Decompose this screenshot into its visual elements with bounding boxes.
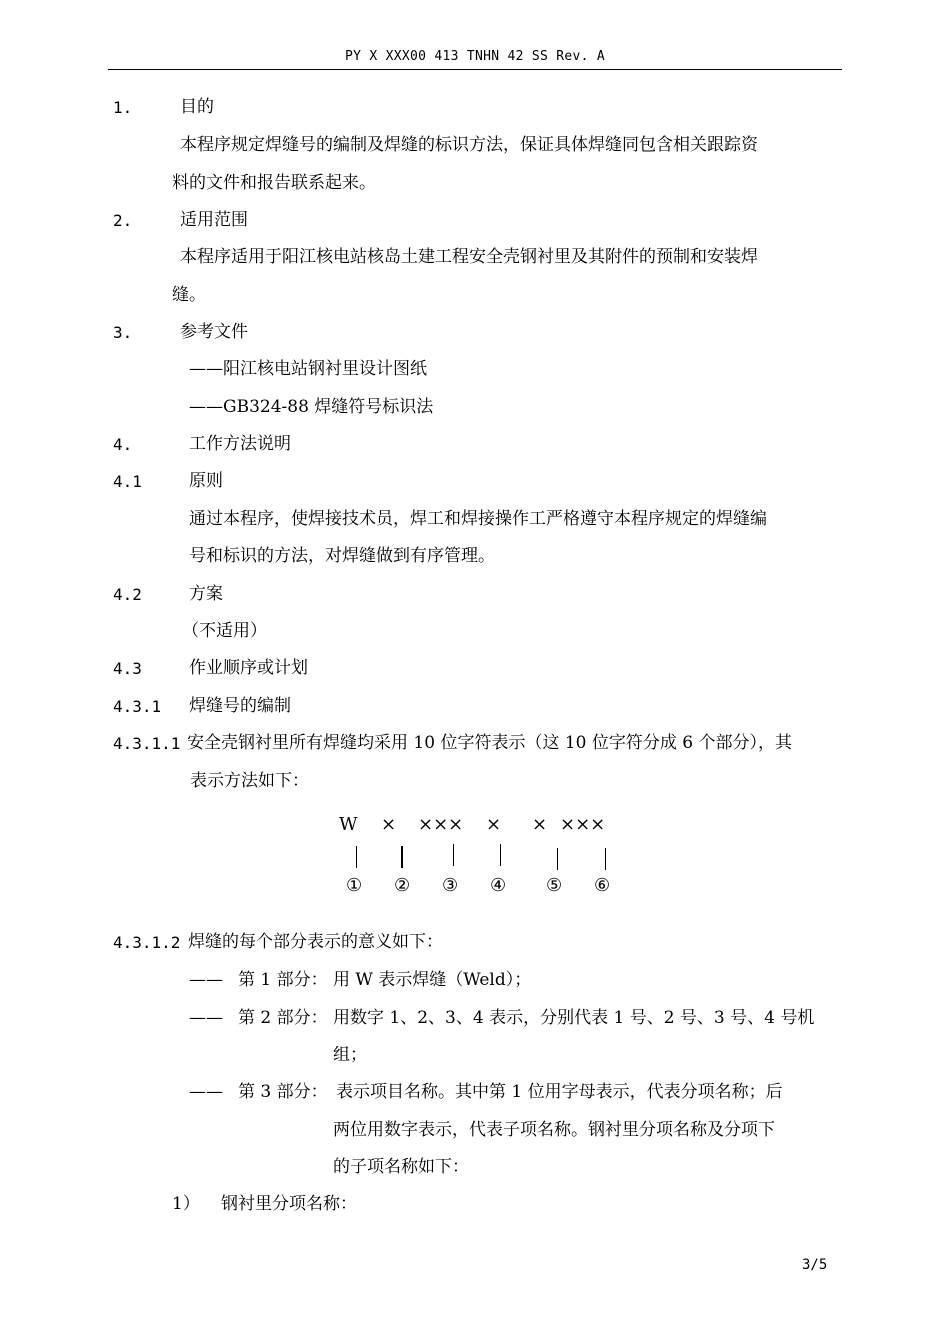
diagram-symbol-2: × xyxy=(381,814,397,835)
section-1-body-line1: 本程序规定焊缝号的编制及焊缝的标识方法，保证具体焊缝同包含相关跟踪资 xyxy=(180,135,758,155)
section-4-3-1-2-title: 焊缝的每个部分表示的意义如下： xyxy=(188,932,443,952)
sub-item-1-title: 钢衬里分项名称： xyxy=(221,1194,357,1214)
section-4-3-1-1-body-line2: 表示方法如下： xyxy=(190,771,309,791)
part-3-text-line3: 的子项名称如下： xyxy=(333,1157,469,1177)
section-3-reference-1: ——阳江核电站钢衬里设计图纸 xyxy=(189,359,427,379)
part-3-label: 第 3 部分： xyxy=(238,1082,328,1102)
section-4-3-1-title: 焊缝号的编制 xyxy=(189,696,291,716)
section-2-number: 2. xyxy=(113,211,133,230)
part-2-label: 第 2 部分： xyxy=(238,1008,328,1028)
section-4-3-1-1-body-line1: 安全壳钢衬里所有焊缝均采用 10 位字符表示（这 10 位字符分成 6 个部分），其 xyxy=(187,733,793,753)
diagram-symbol-6: ××× xyxy=(560,814,606,835)
diagram-symbol-4: × xyxy=(486,814,502,835)
header-rule xyxy=(108,69,842,70)
diagram-label-2: ② xyxy=(394,875,411,896)
diagram-label-3: ③ xyxy=(442,875,459,896)
section-4-2-number: 4.2 xyxy=(113,585,142,604)
part-3-dash: —— xyxy=(189,1082,223,1102)
part-1-dash: —— xyxy=(189,970,223,990)
diagram-label-5: ⑤ xyxy=(546,875,563,896)
section-4-3-1-2-number: 4.3.1.2 xyxy=(113,933,181,952)
section-3-number: 3. xyxy=(113,323,133,342)
section-4-3-title: 作业顺序或计划 xyxy=(189,658,308,678)
diagram-symbol-3: ××× xyxy=(418,814,464,835)
diagram-connector-6 xyxy=(605,848,606,870)
diagram-connector-1 xyxy=(356,846,357,868)
diagram-label-6: ⑥ xyxy=(594,875,611,896)
section-1-number: 1. xyxy=(113,98,133,117)
section-3-reference-2: ——GB324-88 焊缝符号标识法 xyxy=(189,397,434,417)
section-4-title: 工作方法说明 xyxy=(189,434,291,454)
section-4-3-1-1-number: 4.3.1.1 xyxy=(113,734,181,753)
part-1-label: 第 1 部分： xyxy=(238,970,328,990)
section-4-1-body-line2: 号和标识的方法，对焊缝做到有序管理。 xyxy=(189,546,495,566)
diagram-connector-5 xyxy=(557,848,558,870)
section-2-body-line1: 本程序适用于阳江核电站核岛土建工程安全壳钢衬里及其附件的预制和安装焊 xyxy=(180,247,758,267)
part-1-text: 用 W 表示焊缝（Weld）； xyxy=(333,970,532,990)
section-1-body-line2: 料的文件和报告联系起来。 xyxy=(172,173,376,193)
section-4-1-title: 原则 xyxy=(189,471,223,491)
part-2-dash: —— xyxy=(189,1008,223,1028)
section-4-2-body: （不适用） xyxy=(182,621,267,641)
sub-item-1-number: 1） xyxy=(172,1194,200,1214)
section-2-title: 适用范围 xyxy=(180,210,248,230)
diagram-symbol-5: × xyxy=(532,814,548,835)
part-2-text-line2: 组； xyxy=(333,1045,367,1065)
diagram-connector-2 xyxy=(401,846,403,868)
section-4-3-1-number: 4.3.1 xyxy=(113,697,162,716)
diagram-symbol-1: W xyxy=(339,814,358,835)
section-4-1-body-line1: 通过本程序，使焊接技术员，焊工和焊接操作工严格遵守本程序规定的焊缝编 xyxy=(189,509,767,529)
diagram-connector-4 xyxy=(500,844,501,866)
section-3-title: 参考文件 xyxy=(180,322,248,342)
diagram-connector-3 xyxy=(453,844,454,866)
document-header: PY X XXX00 413 TNHN 42 SS Rev. A xyxy=(344,49,606,64)
section-4-1-number: 4.1 xyxy=(113,472,142,491)
section-1-title: 目的 xyxy=(180,97,214,117)
section-4-2-title: 方案 xyxy=(189,584,223,604)
part-2-text-line1: 用数字 1、2、3、4 表示，分别代表 1 号、2 号、3 号、4 号机 xyxy=(333,1008,815,1028)
section-4-number: 4. xyxy=(113,435,133,454)
part-3-text-line2: 两位用数字表示，代表子项名称。钢衬里分项名称及分项下 xyxy=(333,1120,775,1140)
section-2-body-line2: 缝。 xyxy=(172,285,206,305)
section-4-3-number: 4.3 xyxy=(113,659,142,678)
diagram-label-4: ④ xyxy=(490,875,507,896)
diagram-label-1: ① xyxy=(346,875,363,896)
page-number: 3/5 xyxy=(802,1257,828,1273)
part-3-text-line1: 表示项目名称。其中第 1 位用字母表示，代表分项名称；后 xyxy=(336,1082,783,1102)
